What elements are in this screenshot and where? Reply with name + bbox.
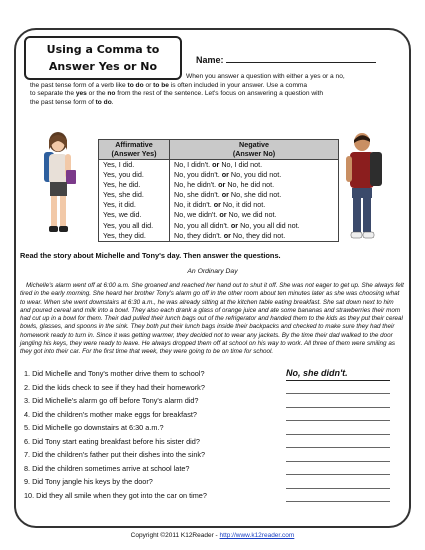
intro-line-3: to separate the yes or the no from the rest of the sentence. Let's focus on answering a question with — [30, 90, 324, 98]
footer-copyright — [0, 532, 425, 539]
question-item: 2. Did the kids check to see if they had their homework? — [24, 382, 205, 392]
table-row — [99, 210, 339, 220]
title-line-1: Using a Comma to — [46, 43, 160, 56]
affirmative-cell: Yes, I did. — [99, 160, 170, 171]
answer-blank[interactable] — [286, 462, 390, 476]
intro-line-1: When you answer a question with either a yes or a no, — [186, 73, 345, 80]
negative-cell: No, we didn't. or No, we did not. — [170, 210, 339, 220]
question-list — [24, 367, 294, 502]
answer-blank[interactable] — [286, 408, 390, 422]
or-word: or — [230, 220, 239, 230]
answer-blank[interactable] — [286, 475, 390, 489]
affirmative-cell: Yes, we did. — [99, 210, 170, 220]
answer-blank[interactable] — [286, 421, 390, 435]
story-paragraph: Michelle's alarm went off at 6:00 a.m. She groaned and reached her hand out to shut it off. She was not eager to get up. She always felt tired in the early morning. She heard her brother Tony's alarm go off in the other room about ten minutes later as she was choosing what to wear. When she went downstairs at 6:30 a.m., he was already sitting at the kitchen table eating breakfast. She sat down next to him and poured cereal and milk into a bowl. They also each drank a glass of orange juice and ate some bananas and strawberries their mom had cut up in a bowl for them. Their dad pulled their lunch bags out of the refrigerator and handed them to the kids as they put their cereal bowls, glasses, and spoons in the sink. They both put their lunch bags inside their backpacks and checked to make sure they had their homework ready to turn in. Since it was getting warmer, they decided not to wear any jackets. By the time their dad walked to the door jangling his keys, they were ready to leave. He always dropped them off at school on his way to work. All three of them were smiling as they got into their car. For the first time that week, they were going to be on time for school. — [20, 282, 404, 356]
or-word: or — [223, 230, 231, 240]
or-word: or — [218, 180, 226, 190]
answer-blank[interactable] — [286, 381, 390, 395]
name-blank[interactable] — [226, 54, 376, 63]
answer-blank[interactable] — [286, 489, 390, 503]
example-answer: No, she didn't. — [286, 367, 390, 381]
boy-student-illustration — [342, 130, 386, 245]
question-item: 7. Did the children's father put their dishes into the sink? — [24, 450, 206, 459]
table-row — [99, 231, 339, 242]
intro-line-4: the past tense form of to do. — [30, 98, 114, 106]
question-item: 6. Did Tony start eating breakfast before his sister did? — [24, 436, 200, 446]
question-item: 10. Did they all smile when they got into the car on time? — [24, 490, 207, 500]
table-row — [99, 180, 339, 190]
table-row — [99, 200, 339, 210]
table-row — [99, 221, 339, 231]
answer-blank[interactable] — [286, 435, 390, 449]
negative-cell: No, she didn't. or No, she did not. — [170, 190, 339, 200]
or-word: or — [213, 200, 221, 210]
affirmative-cell: Yes, it did. — [99, 200, 170, 210]
affirmative-cell: Yes, they did. — [99, 231, 170, 242]
yes-no-answer-table — [98, 139, 339, 242]
table-row — [99, 170, 339, 180]
or-word: or — [221, 190, 229, 200]
k12reader-link[interactable]: http://www.k12reader.com — [219, 532, 295, 539]
negative-cell: No, he didn't. or No, he did not. — [170, 180, 339, 190]
header-affirmative: Affirmative (Answer Yes) — [99, 140, 170, 160]
table-row — [99, 160, 339, 171]
or-word: or — [219, 210, 227, 220]
girl-student-illustration — [36, 130, 80, 240]
answer-blank[interactable] — [286, 448, 390, 462]
copyright-text: Copyright ©2011 K12Reader - — [130, 532, 220, 539]
affirmative-cell: Yes, he did. — [99, 180, 170, 190]
name-label: Name: — [196, 55, 224, 65]
name-field[interactable] — [196, 54, 376, 65]
table-header-row — [99, 140, 339, 160]
question-item: 5. Did Michelle go downstairs at 6:30 a.m.? — [24, 423, 164, 432]
negative-cell: No, I didn't. or No, I did not. — [170, 160, 339, 171]
table-row — [99, 190, 339, 200]
title-line-2: Answer Yes or No — [48, 60, 158, 73]
question-item: 4. Did the children's mother make eggs for breakfast? — [24, 409, 197, 419]
affirmative-cell: Yes, you did. — [99, 170, 170, 180]
intro-line-2: the past tense form of a verb like to do or to be is often included in your answer. Use a comma — [30, 81, 308, 89]
question-item: 1. Did Michelle and Tony's mother drive them to school? — [24, 369, 205, 378]
question-item: 9. Did Tony jangle his keys by the door? — [24, 477, 153, 486]
answer-lines[interactable] — [286, 367, 390, 502]
intro-paragraph — [30, 73, 395, 107]
question-item: 8. Did the children sometimes arrive at school late? — [24, 463, 190, 473]
affirmative-cell: Yes, she did. — [99, 190, 170, 200]
negative-cell: No, you didn't. or No, you did not. — [170, 170, 339, 180]
story-title: An Ordinary Day — [187, 268, 238, 275]
negative-cell: No, it didn't. or No, it did not. — [170, 200, 339, 210]
answer-blank[interactable] — [286, 394, 390, 408]
story-instructions: Read the story about Michelle and Tony's day. Then answer the questions. — [20, 251, 281, 260]
affirmative-cell: Yes, you all did. — [99, 221, 170, 231]
negative-cell: No, they didn't. or No, they did not. — [170, 231, 339, 242]
or-word: or — [212, 160, 220, 169]
negative-cell: No, you all didn't. or No, you all did not. — [170, 221, 339, 231]
header-negative: Negative (Answer No) — [170, 140, 339, 160]
question-item: 3. Did Michelle's alarm go off before Tony's alarm did? — [24, 396, 199, 405]
or-word: or — [221, 170, 229, 180]
